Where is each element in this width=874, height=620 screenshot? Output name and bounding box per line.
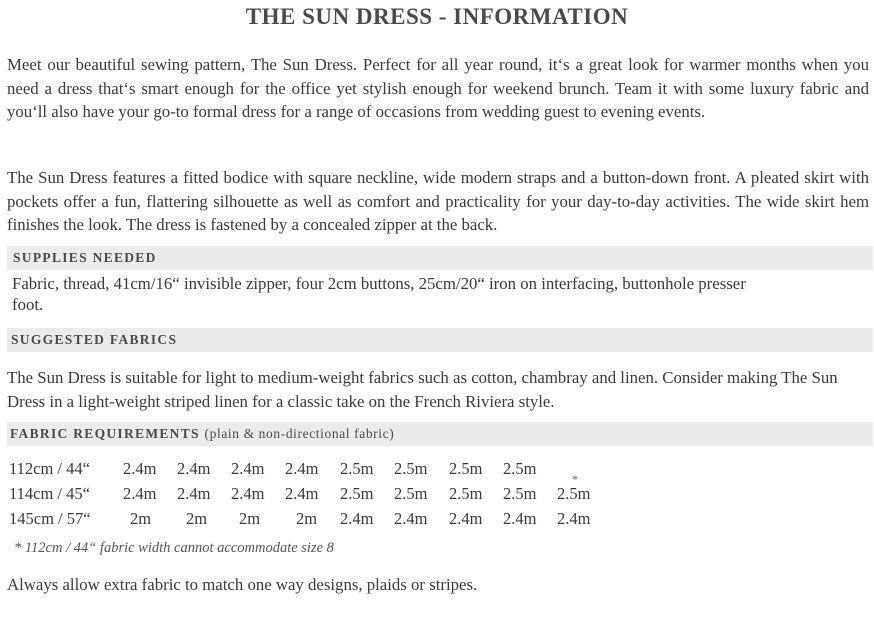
requirement-value: 2m (296, 509, 318, 528)
requirement-value: 2.4m (394, 509, 428, 528)
requirement-value: 2.5m (340, 459, 374, 478)
requirement-value: 2.4m (177, 484, 211, 503)
requirements-heading-text: FABRIC REQUIREMENTS (10, 426, 200, 441)
requirement-value: 2.5m (557, 484, 591, 503)
fabric-width-label: 145cm / 57“ (9, 509, 91, 528)
requirement-value: 2.4m (231, 459, 265, 478)
requirement-value: 2.5m (340, 484, 374, 503)
requirements-heading (10, 426, 394, 442)
fabrics-heading-bar (7, 328, 873, 352)
requirement-value: 2.4m (123, 459, 157, 478)
page-title: THE SUN DRESS - INFORMATION (245, 4, 629, 29)
fabrics-heading: SUGGESTED FABRICS (11, 332, 178, 347)
requirement-value: 2.4m (123, 484, 157, 503)
requirement-value: 2.4m (340, 509, 374, 528)
closing-note: Always allow extra fabric to match one way designs, plaids or stripes. (7, 575, 478, 594)
requirement-value: 2m (239, 509, 261, 528)
requirement-value: 2m (130, 509, 152, 528)
requirement-value: 2.5m (449, 484, 483, 503)
requirement-value: 2.4m (503, 509, 537, 528)
fabric-width-label: 112cm / 44“ (9, 459, 90, 478)
fabric-width-label: 114cm / 45“ (9, 484, 90, 503)
requirement-value: 2.4m (449, 509, 483, 528)
fabric-footnote: * 112cm / 44“ fabric width cannot accommodate size 8 (14, 540, 334, 556)
requirement-value: 2.4m (557, 509, 591, 528)
requirement-value: 2m (186, 509, 208, 528)
asterisk-mark: * (572, 472, 578, 486)
supplies-heading-bar (7, 246, 873, 270)
requirement-value: 2.4m (285, 484, 319, 503)
supplies-text: Fabric, thread, 41cm/16“ invisible zipper, four 2cm buttons, 25cm/20“ iron on interfacing, buttonhole presser foot. (12, 274, 746, 314)
requirement-value: 2.4m (177, 459, 211, 478)
intro-paragraph: Meet our beautiful sewing pattern, The Sun Dress. Perfect for all year round, it‘s a great look for warmer months when you need a dress that‘s smart enough for the office yet stylish enough for weekend brunch. Team it with some luxury fabric and you‘ll also have your go-to formal dress for a range of occasions from wedding guest to evening events. (7, 55, 869, 121)
requirement-value: 2.5m (449, 459, 483, 478)
supplies-heading: SUPPLIES NEEDED (13, 250, 157, 265)
requirement-value: 2.5m (394, 484, 428, 503)
fabrics-text: The Sun Dress is suitable for light to medium-weight fabrics such as cotton, chambray and linen. Consider making The Sun Dress in a light-weight striped linen for a classic take on the French Riviera style. (7, 368, 838, 411)
requirement-value: 2.4m (285, 459, 319, 478)
requirement-value: 2.5m (503, 484, 537, 503)
features-paragraph: The Sun Dress features a fitted bodice with square neckline, wide modern straps and a button-down front. A pleated skirt with pockets offer a fun, flattering silhouette as well as comfort and practicality for your day-to-day activities. The wide skirt hem finishes the look. The dress is fastened by a concealed zipper at the back. (7, 168, 869, 234)
requirements-heading-bar (7, 422, 873, 446)
requirements-note: (plain & non-directional fabric) (204, 426, 395, 441)
requirement-value: 2.5m (503, 459, 537, 478)
requirement-value: 2.4m (231, 484, 265, 503)
requirement-value: 2.5m (394, 459, 428, 478)
